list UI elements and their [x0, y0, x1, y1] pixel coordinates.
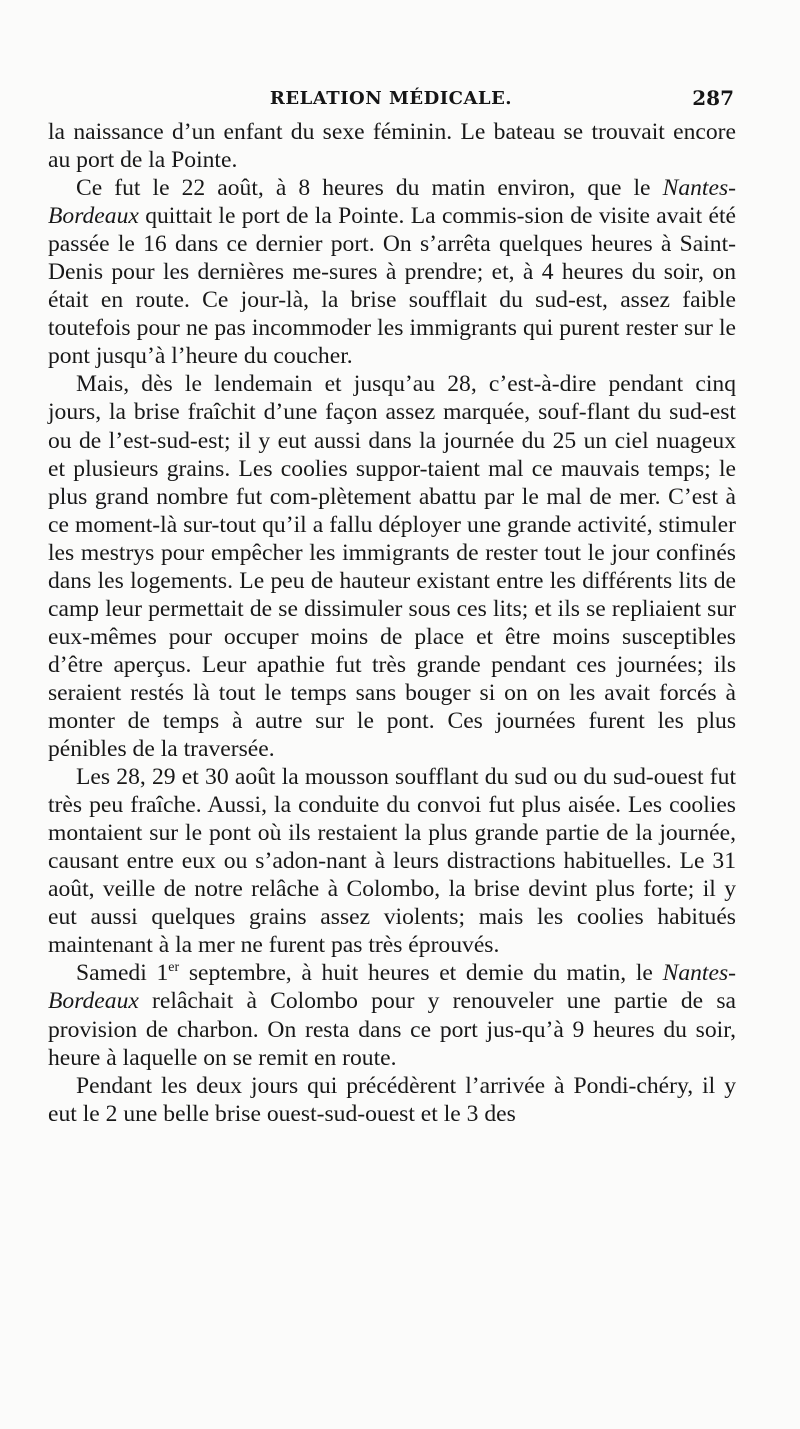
paragraph: [48, 174, 736, 370]
paragraph: [48, 959, 736, 1071]
text-segment: Mais, dès le lendemain et jusqu’au 28, c’est-à-dire pendant cinq jours, la brise fraîchit d’une façon assez marquée, souf-flant du sud-est ou de l’est-sud-est; il y eut aussi dans la journée du 25 un ciel nuageux et plusieurs grains. Les coolies suppor-taient mal ce mauvais temps; le plus grand nombre fut com-plètement abattu par le mal de mer. C’est à ce moment-là sur-tout qu’il a fallu déployer une grande activité, stimuler les mestrys pour empêcher les immigrants de rester tout le jour confinés dans les logements. Le peu de hauteur existant entre les différents lits de camp leur permettait de se dissimuler sous ces lits; et ils se repliaient sur eux-mêmes pour occuper moins de place et être moins susceptibles d’être aperçus. Leur apathie fut très grande pendant ces journées; ils seraient restés là tout le temps sans bouger si on on les avait forcés à monter de temps à autre sur le pont. Ces journées furent les plus pénibles de la traversée.: [48, 371, 736, 763]
text-segment: Samedi 1: [76, 960, 169, 987]
paragraph: [48, 763, 736, 959]
ship-name: Nantes-Bordeaux: [48, 175, 736, 230]
text-segment: quittait le port de la Pointe. La commis-sion de visite avait été passée le 16 dans ce dernier port. On s’arrêta quelques heures à Saint-Denis pour les dernières me-sures à prendre; et, à 4 heures du soir, on était en route. Ce jour-là, la brise soufflait du sud-est, assez faible toutefois pour ne pas incommoder les immigrants qui purent rester sur le pont jusqu’à l’heure du coucher.: [48, 203, 736, 370]
ordinal-suffix: er: [168, 960, 180, 976]
text-segment: septembre, à huit heures et demie du matin, le: [179, 960, 663, 987]
page-header: [48, 84, 734, 114]
ship-name: Nantes-Bordeaux: [48, 960, 736, 1015]
body-text: [48, 118, 736, 1128]
running-title: RELATION MÉDICALE.: [269, 88, 513, 109]
text-segment: Ce fut le 22 août, à 8 heures du matin environ, que le: [76, 175, 663, 202]
paragraph: [48, 370, 736, 763]
text-segment: la naissance d’un enfant du sexe féminin. Le bateau se trouvait encore au port de la Pointe.: [48, 119, 736, 174]
paragraph: [48, 118, 736, 174]
paragraph: [48, 1072, 736, 1128]
text-segment: relâchait à Colombo pour y renouveler une partie de sa provision de charbon. On resta dans ce port jus-qu’à 9 heures du soir, heure à laquelle on se remit en route.: [48, 988, 736, 1071]
page-number: 287: [692, 86, 734, 110]
text-segment: Pendant les deux jours qui précédèrent l’arrivée à Pondi-chéry, il y eut le 2 une belle brise ouest-sud-ouest et le 3 des: [48, 1072, 736, 1127]
text-segment: Les 28, 29 et 30 août la mousson soufflant du sud ou du sud-ouest fut très peu fraîche. Aussi, la conduite du convoi fut plus aisée. Les coolies montaient sur le pont où ils restaient la plus grande partie de la journée, causant entre eux ou s’adon-nant à leurs distractions habituelles. Le 31 août, veille de notre relâche à Colombo, la brise devint plus forte; il y eut aussi quelques grains assez violents; mais les coolies habitués maintenant à la mer ne furent pas très éprouvés.: [48, 764, 736, 959]
